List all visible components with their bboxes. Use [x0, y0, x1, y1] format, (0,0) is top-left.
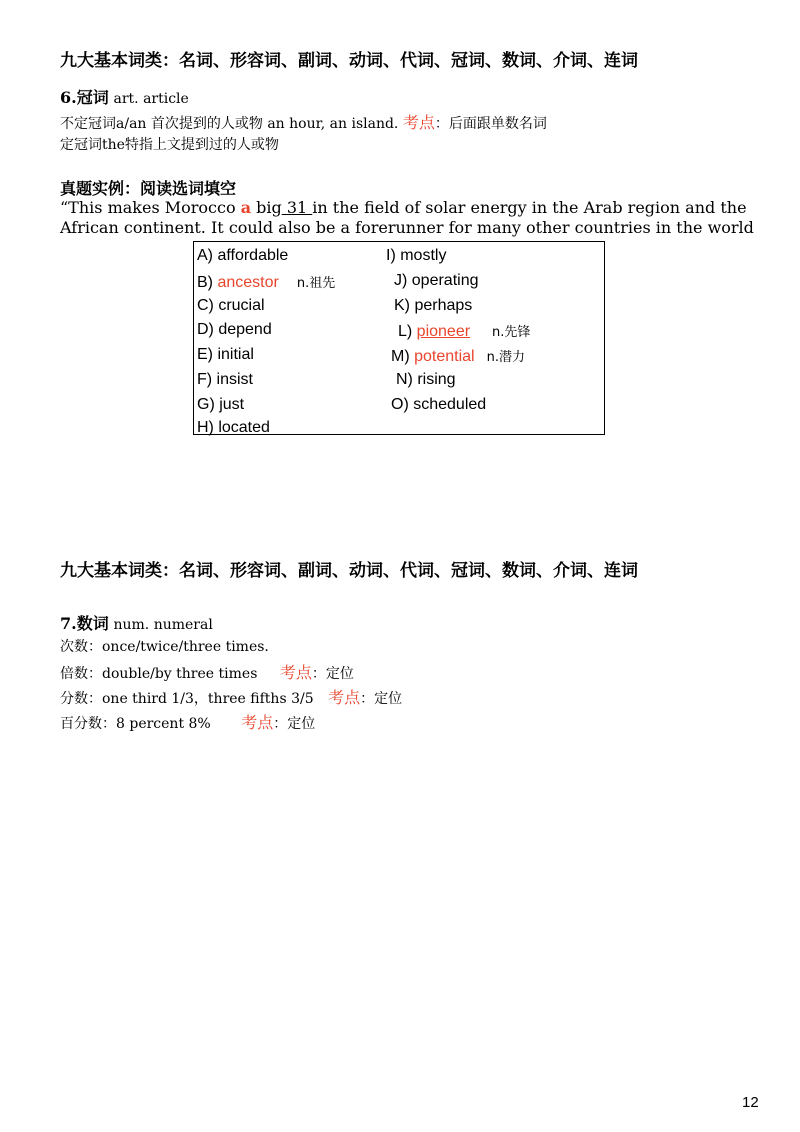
- kaodian-tag: 考点: [241, 713, 274, 732]
- option-label: K) perhaps: [394, 297, 473, 314]
- option-a: [197, 247, 288, 265]
- option-label: C) crucial: [197, 297, 265, 314]
- section2-heading: 九大基本词类：名词、形容词、副词、动词、代词、冠词、数词、介词、连词: [60, 561, 638, 581]
- option-label: F) insist: [197, 371, 253, 388]
- option-g: [197, 396, 244, 414]
- section2-title: [60, 611, 213, 634]
- option-f: [197, 371, 253, 389]
- option-label: M): [391, 348, 415, 365]
- option-word: pioneer: [416, 323, 471, 340]
- option-label: H) located: [197, 419, 270, 436]
- section2-line4: [60, 710, 315, 733]
- option-k: [394, 297, 472, 315]
- section2-title-en: num. numeral: [113, 617, 213, 633]
- option-note: n.先锋: [492, 325, 531, 340]
- section1-line1-tail: ：后面跟单数名词: [434, 116, 547, 132]
- option-word: ancestor: [217, 274, 279, 291]
- kaodian-tag: 考点: [402, 113, 435, 132]
- tag-tail: ：定位: [360, 691, 403, 707]
- section2-title-num: 7.数词: [60, 614, 109, 633]
- option-i: [386, 247, 446, 265]
- option-n: [396, 371, 456, 389]
- option-note: n.潜力: [486, 350, 525, 365]
- tag-tail: ：定位: [311, 666, 354, 682]
- quote-part-3: in the field of solar energy in the Arab region and the: [312, 198, 747, 217]
- tag-tail: ：定位: [273, 716, 316, 732]
- option-l: [398, 321, 530, 341]
- section2-line3: [60, 685, 402, 708]
- kaodian-tag: 考点: [279, 663, 312, 682]
- section1-line1-text: 不定冠词a/an 首次提到的人或物 an hour, an island.: [60, 116, 399, 132]
- quote-blank: 31: [281, 198, 313, 217]
- section2-line2-text: 倍数：double/by three times: [60, 666, 258, 682]
- page-number: 12: [742, 1094, 759, 1111]
- quote-article: a: [240, 198, 252, 217]
- option-d: [197, 321, 272, 339]
- quote-part-2: big: [251, 198, 282, 217]
- quote-part-1: “This makes Morocco: [60, 198, 241, 217]
- option-e: [197, 346, 254, 364]
- word-bank-box: [193, 241, 605, 435]
- option-m: [391, 346, 525, 366]
- section1-title-en: art. article: [113, 91, 189, 107]
- option-b: [197, 272, 335, 292]
- option-c: [197, 297, 265, 315]
- section1-heading: 九大基本词类：名词、形容词、副词、动词、代词、冠词、数词、介词、连词: [60, 51, 638, 71]
- option-word: potential: [414, 348, 475, 365]
- section1-line2: 定冠词the特指上文提到过的人或物: [60, 137, 279, 153]
- section2-line3-text: 分数：one third 1/3，three fifths 3/5: [60, 691, 314, 707]
- quote-line-2: African continent. It could also be a forerunner for many other countries in the world: [60, 218, 754, 237]
- section2-line2: [60, 660, 354, 683]
- quote-line-1: [60, 198, 747, 217]
- option-label: I) mostly: [386, 247, 447, 264]
- option-label: B): [197, 274, 218, 291]
- option-label: N) rising: [396, 371, 456, 388]
- kaodian-tag: 考点: [328, 688, 361, 707]
- option-o: [391, 396, 486, 414]
- section2-line1: 次数：once/twice/three times.: [60, 639, 269, 655]
- section1-title-num: 6.冠词: [60, 88, 109, 107]
- section2-line4-text: 百分数：8 percent 8%: [60, 716, 211, 732]
- example-heading: 真题实例：阅读选词填空: [60, 179, 237, 198]
- option-label: L): [398, 323, 417, 340]
- option-note: n.祖先: [296, 276, 336, 291]
- option-label: D) depend: [197, 321, 272, 338]
- section1-title: [60, 85, 189, 108]
- option-h: [197, 419, 270, 437]
- option-label: J) operating: [394, 272, 479, 289]
- option-label: E) initial: [197, 346, 254, 363]
- option-j: [394, 272, 479, 290]
- option-label: A) affordable: [197, 247, 289, 264]
- option-label: O) scheduled: [391, 396, 487, 413]
- option-label: G) just: [197, 396, 245, 413]
- section1-line1: [60, 110, 547, 133]
